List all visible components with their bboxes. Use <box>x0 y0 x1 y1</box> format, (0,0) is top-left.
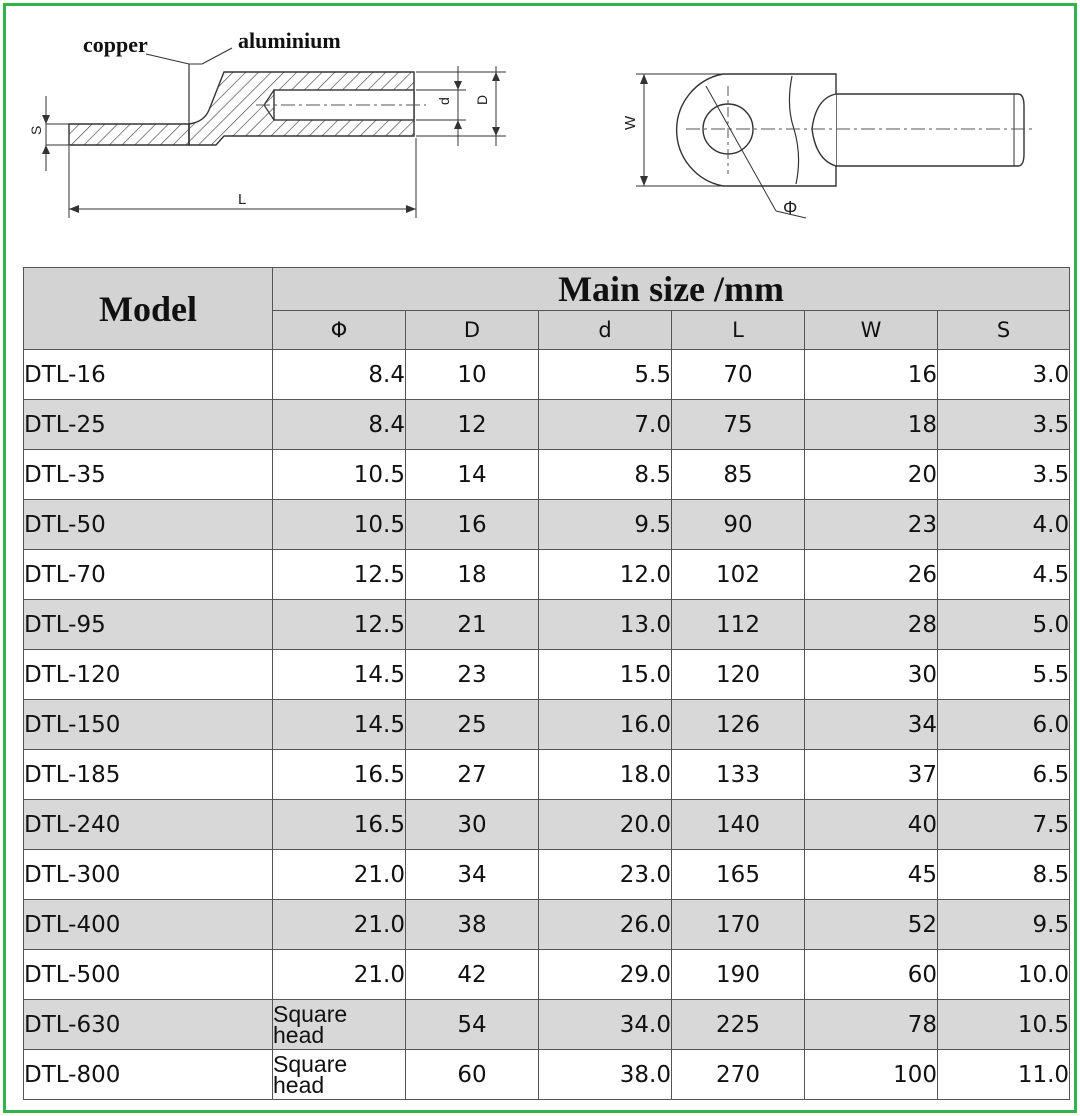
cell-l: 126 <box>672 700 805 750</box>
table-row <box>24 350 1070 400</box>
cell-phi: 14.5 <box>273 650 406 700</box>
technical-drawings <box>6 6 1074 256</box>
cell-s: 4.5 <box>938 550 1070 600</box>
square-head-line2: head <box>273 1071 325 1098</box>
cell-w: 20 <box>805 450 938 500</box>
cell-l: 270 <box>672 1050 805 1100</box>
cell-big-d: 25 <box>406 700 539 750</box>
cell-phi <box>273 1000 406 1050</box>
label-big-d: D <box>474 94 490 105</box>
cell-small-d: 34.0 <box>539 1000 672 1050</box>
cell-big-d: 23 <box>406 650 539 700</box>
cell-big-d: 30 <box>406 800 539 850</box>
cell-model: DTL-120 <box>24 650 273 700</box>
cell-small-d: 20.0 <box>539 800 672 850</box>
cell-big-d: 21 <box>406 600 539 650</box>
table-row <box>24 800 1070 850</box>
cell-w: 16 <box>805 350 938 400</box>
cell-small-d: 38.0 <box>539 1050 672 1100</box>
cell-model: DTL-16 <box>24 350 273 400</box>
cell-model: DTL-50 <box>24 500 273 550</box>
table-row <box>24 500 1070 550</box>
cell-phi: 8.4 <box>273 400 406 450</box>
square-head-line1: Square <box>273 1000 348 1027</box>
cell-l: 225 <box>672 1000 805 1050</box>
cell-big-d: 54 <box>406 1000 539 1050</box>
cell-phi: 12.5 <box>273 600 406 650</box>
cell-model: DTL-35 <box>24 450 273 500</box>
cell-w: 23 <box>805 500 938 550</box>
cell-model: DTL-400 <box>24 900 273 950</box>
cell-phi: 16.5 <box>273 800 406 850</box>
side-view-drawing <box>42 48 506 218</box>
table-row <box>24 1050 1070 1100</box>
cell-model: DTL-240 <box>24 800 273 850</box>
cell-w: 40 <box>805 800 938 850</box>
cell-l: 70 <box>672 350 805 400</box>
cell-model: DTL-25 <box>24 400 273 450</box>
cell-w: 28 <box>805 600 938 650</box>
cell-l: 112 <box>672 600 805 650</box>
cell-phi: 21.0 <box>273 850 406 900</box>
cell-big-d: 18 <box>406 550 539 600</box>
cell-big-d: 42 <box>406 950 539 1000</box>
cell-s: 8.5 <box>938 850 1070 900</box>
cell-phi: 14.5 <box>273 700 406 750</box>
table-row <box>24 650 1070 700</box>
cell-l: 165 <box>672 850 805 900</box>
table-row <box>24 450 1070 500</box>
col-header-s: S <box>938 311 1070 350</box>
cell-phi: 21.0 <box>273 900 406 950</box>
cell-l: 140 <box>672 800 805 850</box>
cell-l: 133 <box>672 750 805 800</box>
cell-phi: 12.5 <box>273 550 406 600</box>
cell-w: 45 <box>805 850 938 900</box>
table-row <box>24 700 1070 750</box>
cell-model: DTL-185 <box>24 750 273 800</box>
cell-s: 5.0 <box>938 600 1070 650</box>
table-row <box>24 600 1070 650</box>
cell-small-d: 26.0 <box>539 900 672 950</box>
cell-s: 3.5 <box>938 400 1070 450</box>
cell-l: 75 <box>672 400 805 450</box>
cell-phi: 8.4 <box>273 350 406 400</box>
cell-phi: 10.5 <box>273 500 406 550</box>
cell-small-d: 7.0 <box>539 400 672 450</box>
col-header-small-d: d <box>539 311 672 350</box>
cell-big-d: 12 <box>406 400 539 450</box>
cell-s: 6.5 <box>938 750 1070 800</box>
label-l: L <box>238 191 247 208</box>
cell-s: 5.5 <box>938 650 1070 700</box>
cell-s: 4.0 <box>938 500 1070 550</box>
cell-small-d: 12.0 <box>539 550 672 600</box>
cell-l: 90 <box>672 500 805 550</box>
cell-l: 102 <box>672 550 805 600</box>
table-row <box>24 900 1070 950</box>
cell-big-d: 27 <box>406 750 539 800</box>
cell-big-d: 16 <box>406 500 539 550</box>
cell-phi: 10.5 <box>273 450 406 500</box>
cell-small-d: 13.0 <box>539 600 672 650</box>
col-header-big-d: D <box>406 311 539 350</box>
cell-big-d: 14 <box>406 450 539 500</box>
label-aluminium: aluminium <box>238 28 341 53</box>
cell-small-d: 23.0 <box>539 850 672 900</box>
cell-big-d: 38 <box>406 900 539 950</box>
cell-phi <box>273 1050 406 1100</box>
cell-w: 100 <box>805 1050 938 1100</box>
cell-small-d: 15.0 <box>539 650 672 700</box>
cell-s: 3.5 <box>938 450 1070 500</box>
cell-small-d: 29.0 <box>539 950 672 1000</box>
cell-small-d: 8.5 <box>539 450 672 500</box>
cell-w: 60 <box>805 950 938 1000</box>
label-copper: copper <box>83 32 148 57</box>
size-table <box>23 267 1070 1100</box>
col-header-l: L <box>672 311 805 350</box>
square-head-line2: head <box>273 1021 325 1048</box>
model-header: Model <box>24 268 273 350</box>
cell-model: DTL-800 <box>24 1050 273 1100</box>
page-frame <box>3 3 1077 1113</box>
cell-model: DTL-630 <box>24 1000 273 1050</box>
cell-big-d: 60 <box>406 1050 539 1100</box>
table-row <box>24 1000 1070 1050</box>
cell-l: 170 <box>672 900 805 950</box>
cell-w: 52 <box>805 900 938 950</box>
cell-phi: 16.5 <box>273 750 406 800</box>
top-view-drawing <box>636 74 1036 218</box>
cell-w: 37 <box>805 750 938 800</box>
cell-w: 18 <box>805 400 938 450</box>
cell-model: DTL-70 <box>24 550 273 600</box>
table-row <box>24 750 1070 800</box>
cell-model: DTL-95 <box>24 600 273 650</box>
cell-w: 30 <box>805 650 938 700</box>
cell-s: 10.0 <box>938 950 1070 1000</box>
cell-big-d: 10 <box>406 350 539 400</box>
cell-small-d: 18.0 <box>539 750 672 800</box>
cell-l: 85 <box>672 450 805 500</box>
cell-w: 26 <box>805 550 938 600</box>
cell-small-d: 16.0 <box>539 700 672 750</box>
cell-phi: 21.0 <box>273 950 406 1000</box>
label-phi: Φ <box>783 198 798 218</box>
cell-l: 190 <box>672 950 805 1000</box>
table-row <box>24 950 1070 1000</box>
cell-small-d: 9.5 <box>539 500 672 550</box>
cell-s: 3.0 <box>938 350 1070 400</box>
cell-w: 78 <box>805 1000 938 1050</box>
table-row <box>24 550 1070 600</box>
main-size-header: Main size /mm <box>273 268 1070 311</box>
table-row <box>24 850 1070 900</box>
cell-s: 6.0 <box>938 700 1070 750</box>
square-head-line1: Square <box>273 1050 348 1077</box>
cell-model: DTL-150 <box>24 700 273 750</box>
cell-s: 9.5 <box>938 900 1070 950</box>
cell-big-d: 34 <box>406 850 539 900</box>
cell-small-d: 5.5 <box>539 350 672 400</box>
label-s: S <box>28 125 44 135</box>
cell-s: 11.0 <box>938 1050 1070 1100</box>
table-row <box>24 400 1070 450</box>
cell-w: 34 <box>805 700 938 750</box>
cell-model: DTL-500 <box>24 950 273 1000</box>
cell-s: 10.5 <box>938 1000 1070 1050</box>
label-w: W <box>622 115 639 130</box>
cell-l: 120 <box>672 650 805 700</box>
cell-model: DTL-300 <box>24 850 273 900</box>
col-header-w: W <box>805 311 938 350</box>
label-small-d: d <box>436 97 452 105</box>
cell-s: 7.5 <box>938 800 1070 850</box>
col-header-phi: Φ <box>273 311 406 350</box>
